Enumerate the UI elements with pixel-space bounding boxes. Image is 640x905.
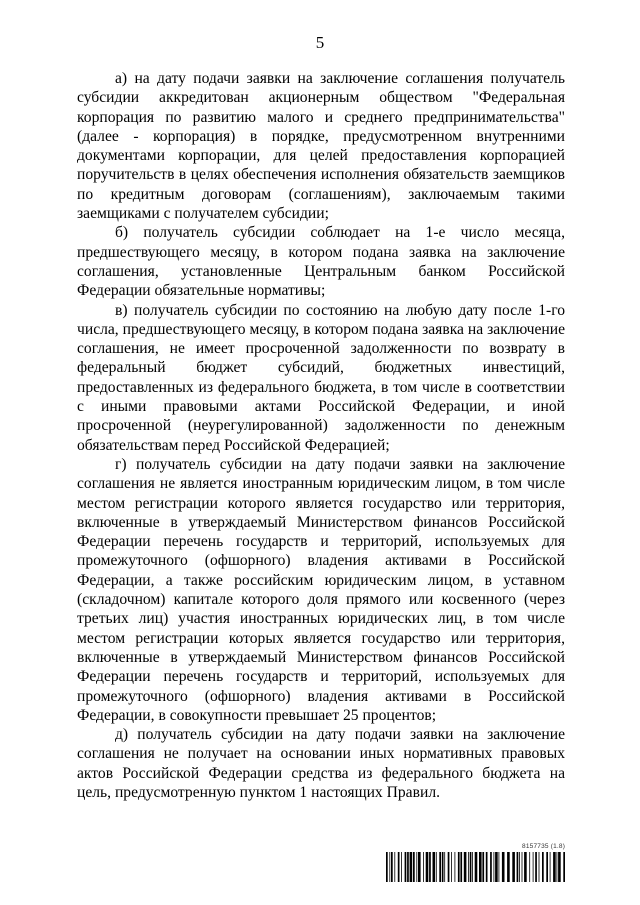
barcode-icon xyxy=(386,852,566,882)
paragraph-d: д) получатель субсидии на дату подачи заявки на заключение соглашения не получает на основании иных нормативных правовых актов Российской Федерации средства из федерального бюджета на цель, предусмотренную пунктом 1 настоящих Правил. xyxy=(77,726,565,801)
paragraph-a: а) на дату подачи заявки на заключение соглашения получатель субсидии аккредитован акционерным обществом "Федеральная корпорация по развитию малого и среднего предпринимательства" (далее - корпорация) в порядке, предусмотренном внутренними документами корпорации, для целей предоставления корпорацией поручительств в целях обеспечения исполнения обязательств заемщиков по кредитным договорам (соглашениям), заключаемым такими заемщиками с получателем субсидии; xyxy=(77,70,565,223)
document-body xyxy=(77,69,565,802)
document-code: 8157735 (1.8) xyxy=(522,843,566,850)
paragraph-g: г) получатель субсидии на дату подачи заявки на заключение соглашения не является иностранным юридическим лицом, в том числе местом регистрации которого является государство или территория, включенные в утверждаемый Министерством финансов Российской Федерации перечень государств и территорий, используемых для промежуточного (офшорного) владения активами в Российской Федерации, а также российским юридическим лицом, в уставном (складочном) капитале которого доля прямого или косвенного (через третьих лиц) участия иностранных юридических лиц, в том числе местом регистрации которых является государство или территория, включенные в утверждаемый Министерством финансов Российской Федерации перечень государств и территорий, используемых для промежуточного (офшорного) владения активами в Российской Федерации, в совокупности превышает 25 процентов; xyxy=(77,455,565,724)
paragraph-v: в) получатель субсидии по состоянию на любую дату после 1-го числа, предшествующего месяцу, в котором подана заявка на заключение соглашения, не имеет просроченной задолженности по возврату в федеральный бюджет субсидий, бюджетных инвестиций, предоставленных из федерального бюджета, в том числе в соответствии с иными правовыми актами Российской Федерации, и иной просроченной (неурегулированной) задолженности по денежным обязательствам перед Российской Федерацией; xyxy=(77,301,565,454)
paragraph-b: б) получатель субсидии соблюдает на 1-е число месяца, предшествующего месяцу, в котором подана заявка на заключение соглашения, установленные Центральным банком Российской Федерации обязательные нормативы; xyxy=(77,224,565,300)
page-number: 5 xyxy=(315,33,325,52)
